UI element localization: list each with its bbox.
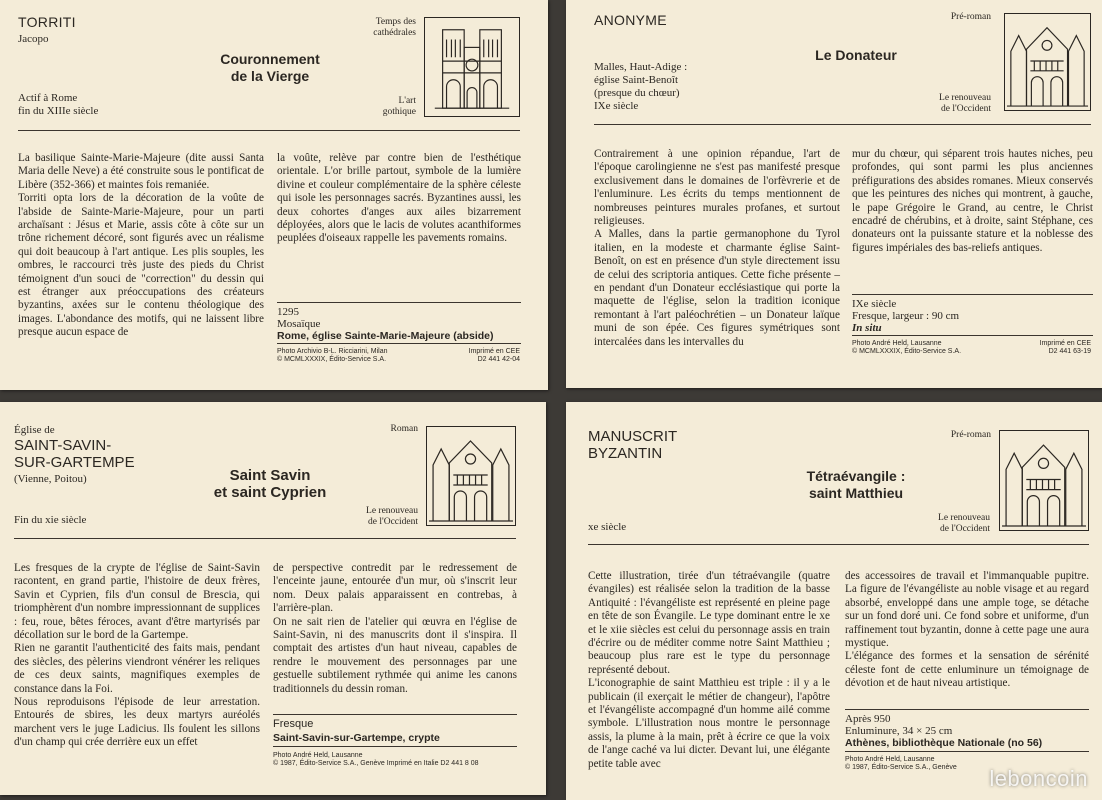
card-place: Malles, Haut-Adige : église Saint-Benoît (presque du chœur) IXe siècle [594, 61, 688, 112]
print-info: Imprimé en CEE D2 441 42-04 [468, 348, 520, 363]
text-column-1: La basilique Sainte-Marie-Majeure (dite aussi Santa Maria delle Neve) a été construite sous le pontificat de Libère (352-366) et maintes fois remaniée. Torriti opta lors de la décoration de la voûte de l'abside de Sainte-Marie-Majeure, pour un parti archaïsant : Jésus et Marie, assis côte à côte sur un trône richement décoré, sont figurés avec un réalisme qui doit beaucoup à l'art antique. Les plis souples, les ombres, le raccourci très juste des pieds du Christ témoignent d'un souci de "correction" du dessin qui est étranger aux préoccupations des créateurs byzantins, axées sur le contenu théologique des images. L'abondance des motifs, qui ne laissent libre presque aucun espace de [18, 152, 264, 339]
card-author-firstname: Jacopo [18, 33, 49, 45]
photo-credit: Photo André Held, Lausanne © MCMLXXXIX, Édito-Service S.A. [852, 340, 962, 355]
card-style: Le renouveau de l'Occident [939, 93, 991, 114]
artwork-date: IXe siècle [852, 298, 897, 310]
text-column-1: Contrairement à une opinion répandue, l'art de l'époque carolingienne ne s'est pas manifesté presque exclusivement dans le domaines de l'orfèvrerie et de l'enluminure. Les écrits du temps mentionnent de nombreuses peintures murales profanes, et surtout religieuses. A Malles, dans la partie germanophone du Tyrol italien, en la modeste et charmante église Saint-Benoît, on est en présence d'un style directement issu de celui des scriptoria antiques. Cette fiche présente – en pendant d'un Donateur ecclésiastique qui porte la maquette de l'église, selon la tradition iconique remontant à l'art paléochrétien – un Donateur laïque muni de son épée. Ces figures symétriques sont intercalées dans les intervalles du [594, 148, 840, 348]
artwork-location: In situ [852, 322, 882, 334]
card-title: Le Donateur [815, 47, 897, 63]
church-icon [999, 430, 1089, 531]
caption-divider [273, 714, 517, 715]
card-active: Actif à Rome fin du XIIIe siècle [18, 92, 99, 117]
card-style: L'art gothique [382, 96, 416, 117]
card-title: Tétraévangile : saint Matthieu [806, 468, 906, 501]
header-divider [594, 124, 1091, 125]
watermark-logo: leboncoin [989, 766, 1088, 791]
card-title: Couronnement de la Vierge [220, 51, 320, 84]
print-info: Imprimé en CEE D2 441 63-19 [1039, 340, 1091, 355]
card-style: Le renouveau de l'Occident [366, 506, 418, 527]
card-tetraevangile [566, 402, 1102, 800]
credit-divider [277, 343, 521, 344]
card-author: TORRITI [18, 14, 76, 30]
caption-divider [277, 302, 521, 303]
artwork-date: Après 950 [845, 713, 891, 725]
card-era: Temps des cathédrales [373, 17, 416, 38]
cathedral-icon [424, 17, 520, 117]
card-region: (Vienne, Poitou) [14, 473, 87, 485]
card-active: Fin du xie siècle [14, 514, 87, 526]
header-divider [588, 544, 1089, 545]
card-active: xe siècle [588, 521, 627, 533]
card-prefix: Église de [14, 424, 55, 436]
card-era: Pré-roman [950, 12, 991, 22]
artwork-medium: Enluminure, 34 × 25 cm [845, 725, 953, 737]
artwork-date: 1295 [277, 306, 299, 318]
header-divider [18, 130, 520, 131]
artwork-location: Athènes, bibliothèque Nationale (no 56) [845, 737, 1043, 749]
artwork-location: Rome, église Sainte-Marie-Majeure (abside) [277, 330, 494, 342]
caption-divider [852, 294, 1093, 295]
card-saint-savin [0, 402, 546, 795]
card-style: Le renouveau de l'Occident [938, 513, 990, 534]
card-donateur [566, 0, 1102, 388]
text-column-2: la voûte, relève par contre bien de l'esthétique orientale. L'or brille partout, symbole de la lumière divine et couleur complémentaire de la sphère céleste qui isole les personnages sacrés. Byzantines aussi, les deux cohortes d'anges aux ailes bizarrement déployées, alors que le lacis de volutes acanthiformes peuplées d'oiseaux rappelle les pavements romains. [277, 152, 521, 245]
card-author: MANUSCRIT BYZANTIN [588, 428, 678, 462]
text-column-2: des accessoires de travail et l'immanquable pupitre. La figure de l'évangéliste au noble visage et au regard absorbé, enveloppé dans une ample toge, se détache sur un fond doré uni. Ce fond sobre et uniforme, d'un raffinement tout byzantin, donne à cette page une aura mystique. L'élégance des formes et la sensation de sérénité céleste font de cette enluminure un témoignage de dévotion et de haut niveau artistique. [845, 570, 1089, 690]
photo-credit: Photo André Held, Lausanne © 1987, Édito-Service S.A., Genève Imprimé en Italie D2 441 8 08 [273, 752, 479, 767]
artwork-medium: Mosaïque [277, 318, 321, 330]
credit-divider [852, 335, 1093, 336]
artwork-location: Saint-Savin-sur-Gartempe, crypte [273, 732, 440, 744]
card-author: ANONYME [594, 12, 667, 28]
card-era: Pré-roman [950, 430, 991, 440]
text-column-2: de perspective contredit par le redressement de l'enceinte jaune, entourée d'un mur, où s'inscrit leur nom. Deux palais apparaissent en contrebas, à l'arrière-plan. On ne sait rien de l'atelier qui œuvra en l'église de Saint-Savin, ni des manuscrits dont il s'inspira. Il comptait des artistes d'un haut niveau, capables de rendre le mouvement des personnages par une gestuelle subtilement rythmée qui anime les canons traditionnels du dessin roman. [273, 562, 517, 695]
photo-credit: Photo Archivio B-L. Ricciarini, Milan © MCMLXXXIX, Édito-Service S.A. [277, 348, 388, 363]
card-torriti [0, 0, 548, 390]
artwork-medium: Fresque [273, 718, 314, 730]
text-column-1: Cette illustration, tirée d'un tétraévangile (quatre évangiles) est réalisée selon la tradition de la basse Antiquité : l'évangéliste est représenté en pleine page en tête de son Évangile. Le type dominant entre le xe et le xiie siècles est celui du personnage assis en train d'écrire ou de méditer comme notre Saint Matthieu ; beaucoup plus rare est le type du personnage représenté debout. L'iconographie de saint Matthieu est triple : il y a le publicain (il exerçait le métier de changeur), l'apôtre et l'évangéliste accompagné d'un homme ailé comme symbole. L'illustration nous montre le personnage assis, la plume à la main, prêt à écrire ce que la voix de l'ange caché va lui dicter. Devant lui, une élégante petite table avec [588, 570, 830, 770]
card-title: Saint Savin et saint Cyprien [213, 467, 327, 501]
card-author: SAINT-SAVIN- SUR-GARTEMPE [14, 437, 135, 471]
card-era: Roman [390, 424, 418, 434]
church-icon [1004, 13, 1091, 111]
church-icon [426, 426, 516, 526]
photo-credit: Photo André Held, Lausanne © 1987, Édito-Service S.A., Genève [845, 756, 957, 771]
header-divider [14, 538, 516, 539]
credit-divider [845, 751, 1089, 752]
caption-divider [845, 709, 1089, 710]
text-column-2: mur du chœur, qui séparent trois hautes niches, peu profondes, qui sont parmi les plus anciennes préfigurations des absides romanes. Mieux conservés que les peintures des niches qui montrent, à gauche, le pape Grégoire le Grand, au centre, le Christ encadré de chérubins, et à droite, saint Stéphane, ces donateurs ont la puissante stature et la noblesse des figures impériales des bas-reliefs antiques. [852, 148, 1093, 254]
artwork-medium: Fresque, largeur : 90 cm [852, 310, 960, 322]
text-column-1: Les fresques de la crypte de l'église de Saint-Savin racontent, en grand partie, l'histoire de deux frères, Savin et Cyprien, fils d'un consul de Brescia, qui triomphèrent d'un nombre impressionnant de supplices : feu, roue, bêtes féroces, avant d'être martyrisés par décollation sur le bord de la Gartempe. Rien ne garantit l'authenticité des faits mais, pendant des siècles, des pèlerins viendront vénérer les reliques de ces deux saints, magnifiques exemples de constance dans la Foi. Nous reproduisons l'épisode de leur arrestation. Entourés de sbires, les deux martyrs auréolés marchent vers le juge Ladicius. Ils foulent les sillons d'un champ qui crée derrière eux un effet [14, 562, 260, 749]
credit-divider [273, 746, 517, 747]
